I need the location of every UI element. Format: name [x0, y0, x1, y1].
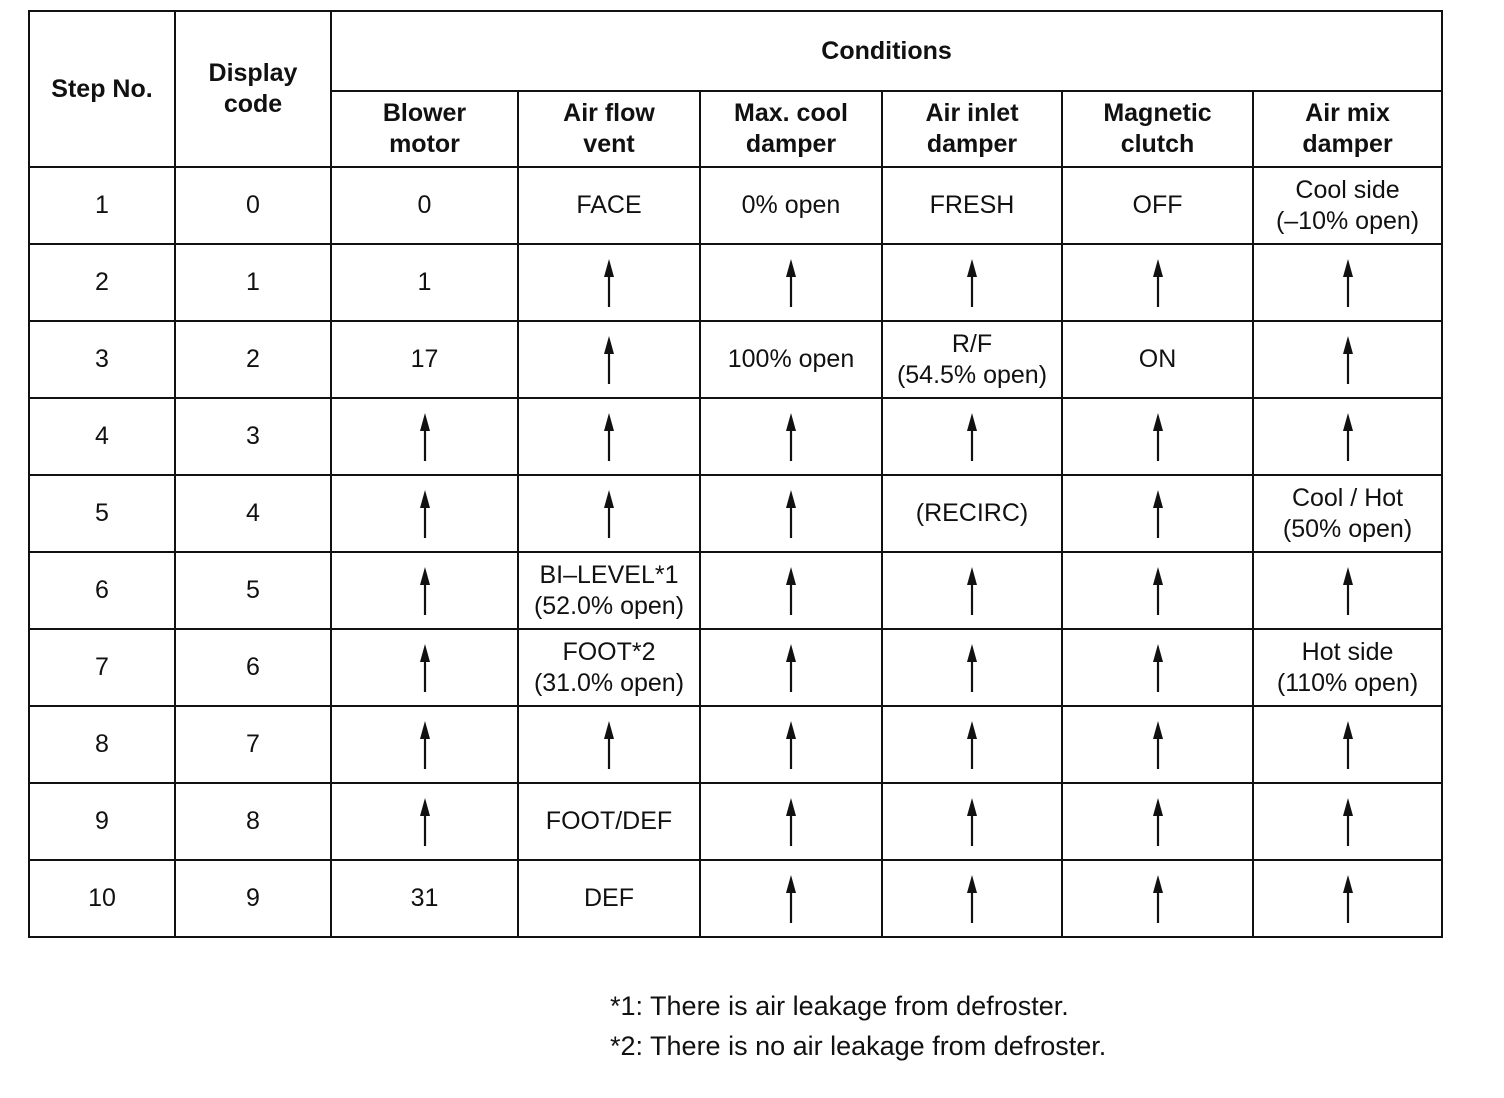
cell-magnetic-clutch — [1062, 475, 1253, 552]
cell-text: 6 — [246, 653, 260, 681]
header-display-code — [175, 11, 331, 167]
cell-step-no — [29, 398, 175, 475]
cell-text: 9 — [95, 807, 109, 835]
up-arrow-icon — [1338, 257, 1358, 309]
up-arrow-icon — [415, 719, 435, 771]
footnote-1: *1: There is air leakage from defroster. — [610, 991, 1069, 1021]
up-arrow-icon — [781, 642, 801, 694]
cell-blower-motor — [331, 706, 518, 783]
cell-text: FACE — [576, 191, 642, 219]
up-arrow-icon — [1148, 411, 1168, 463]
cell-text: OFF — [1132, 191, 1183, 219]
header-airmix-line1: Air mix — [1305, 99, 1390, 127]
up-arrow-icon — [599, 411, 619, 463]
up-arrow-icon — [1148, 873, 1168, 925]
up-arrow-icon — [781, 411, 801, 463]
up-arrow-icon — [599, 257, 619, 309]
cell-air-mix-damper — [1253, 398, 1442, 475]
cell-air-flow-vent — [518, 321, 700, 398]
cell-magnetic-clutch — [1062, 321, 1253, 398]
up-arrow-icon — [962, 565, 982, 617]
header-maxcool-line1: Max. cool — [734, 99, 848, 127]
header-display-code-line2: code — [223, 90, 283, 118]
cell-text: 100% open — [727, 345, 855, 373]
cell-step-no — [29, 244, 175, 321]
table-row — [29, 706, 1442, 783]
cell-air-inlet-damper — [882, 783, 1062, 860]
up-arrow-icon — [781, 796, 801, 848]
cell-max-cool-damper — [700, 783, 882, 860]
header-airmix-line2: damper — [1302, 130, 1393, 158]
up-arrow-icon — [1148, 488, 1168, 540]
up-arrow-icon — [415, 642, 435, 694]
table-row — [29, 552, 1442, 629]
cell-air-mix-damper — [1253, 552, 1442, 629]
cell-step-no — [29, 706, 175, 783]
up-arrow-icon — [599, 719, 619, 771]
header-airflow-line2: vent — [583, 130, 635, 158]
header-conditions: Conditions — [331, 11, 1442, 91]
footnote-2: *2: There is no air leakage from defroster. — [610, 1031, 1107, 1061]
cell-text: 2 — [95, 268, 109, 296]
cell-air-mix-damper — [1253, 629, 1442, 706]
cell-air-flow-vent — [518, 167, 700, 244]
cell-max-cool-damper — [700, 167, 882, 244]
cell-text: 1 — [95, 191, 109, 219]
cell-magnetic-clutch — [1062, 860, 1253, 937]
cell-text-line2: (50% open) — [1282, 514, 1413, 543]
cell-text-line2: (54.5% open) — [896, 360, 1048, 389]
up-arrow-icon — [962, 719, 982, 771]
cell-air-mix-damper — [1253, 706, 1442, 783]
cell-display-code — [175, 167, 331, 244]
table-row — [29, 475, 1442, 552]
cell-magnetic-clutch — [1062, 167, 1253, 244]
cell-text: 7 — [246, 730, 260, 758]
cell-text: 9 — [246, 884, 260, 912]
cell-text: 5 — [95, 499, 109, 527]
up-arrow-icon — [1148, 565, 1168, 617]
header-inlet-line1: Air inlet — [925, 99, 1019, 127]
cell-blower-motor — [331, 167, 518, 244]
cell-air-flow-vent — [518, 860, 700, 937]
cell-text: 0 — [417, 191, 432, 219]
cell-max-cool-damper — [700, 475, 882, 552]
up-arrow-icon — [781, 257, 801, 309]
cell-air-flow-vent — [518, 783, 700, 860]
up-arrow-icon — [962, 642, 982, 694]
cell-text-line2: (31.0% open) — [533, 668, 685, 697]
cell-text: 31 — [410, 884, 439, 912]
table-row — [29, 244, 1442, 321]
cell-max-cool-damper — [700, 706, 882, 783]
up-arrow-icon — [415, 796, 435, 848]
up-arrow-icon — [962, 796, 982, 848]
table-row — [29, 860, 1442, 937]
cell-text: 3 — [246, 422, 260, 450]
cell-text: 7 — [95, 653, 109, 681]
cell-air-mix-damper — [1253, 321, 1442, 398]
cell-text: Hot side — [1301, 637, 1394, 666]
cell-air-inlet-damper — [882, 629, 1062, 706]
cell-display-code — [175, 475, 331, 552]
footnotes — [610, 986, 1106, 1066]
cell-magnetic-clutch — [1062, 629, 1253, 706]
cell-blower-motor — [331, 321, 518, 398]
cell-step-no — [29, 860, 175, 937]
cell-text: (RECIRC) — [915, 499, 1029, 527]
up-arrow-icon — [415, 411, 435, 463]
table-body — [29, 167, 1442, 937]
conditions-table — [28, 10, 1443, 938]
cell-max-cool-damper — [700, 552, 882, 629]
up-arrow-icon — [781, 488, 801, 540]
cell-air-flow-vent — [518, 706, 700, 783]
cell-text: FOOT*2 — [562, 637, 656, 666]
cell-blower-motor — [331, 629, 518, 706]
cell-text: Cool / Hot — [1291, 483, 1404, 512]
cell-display-code — [175, 552, 331, 629]
up-arrow-icon — [415, 488, 435, 540]
up-arrow-icon — [1148, 257, 1168, 309]
cell-text: DEF — [584, 884, 634, 912]
up-arrow-icon — [599, 488, 619, 540]
cell-text: 5 — [246, 576, 260, 604]
cell-air-mix-damper — [1253, 167, 1442, 244]
cell-text: 3 — [95, 345, 109, 373]
cell-air-flow-vent — [518, 552, 700, 629]
up-arrow-icon — [1148, 719, 1168, 771]
cell-step-no — [29, 321, 175, 398]
cell-text: 0% open — [741, 191, 841, 219]
header-blower-line2: motor — [389, 130, 460, 158]
table-row — [29, 321, 1442, 398]
cell-text: 17 — [410, 345, 439, 373]
cell-air-inlet-damper — [882, 398, 1062, 475]
cell-blower-motor — [331, 860, 518, 937]
up-arrow-icon — [1338, 334, 1358, 386]
cell-max-cool-damper — [700, 860, 882, 937]
up-arrow-icon — [1338, 565, 1358, 617]
header-max-cool-damper — [700, 91, 882, 167]
cell-text: BI–LEVEL*1 — [539, 560, 679, 589]
cell-text-line2: (–10% open) — [1275, 206, 1420, 235]
cell-text: 4 — [246, 499, 260, 527]
cell-air-inlet-damper — [882, 321, 1062, 398]
up-arrow-icon — [599, 334, 619, 386]
cell-text: 2 — [246, 345, 260, 373]
cell-air-inlet-damper — [882, 167, 1062, 244]
header-maxcool-line2: damper — [745, 130, 837, 158]
cell-display-code — [175, 706, 331, 783]
cell-text: 8 — [246, 807, 260, 835]
cell-display-code — [175, 860, 331, 937]
cell-blower-motor — [331, 398, 518, 475]
cell-blower-motor — [331, 783, 518, 860]
header-blower-motor — [331, 91, 518, 167]
up-arrow-icon — [1338, 719, 1358, 771]
cell-magnetic-clutch — [1062, 552, 1253, 629]
cell-magnetic-clutch — [1062, 398, 1253, 475]
cell-air-flow-vent — [518, 398, 700, 475]
cell-text: 4 — [95, 422, 109, 450]
cell-air-mix-damper — [1253, 860, 1442, 937]
cell-magnetic-clutch — [1062, 244, 1253, 321]
cell-max-cool-damper — [700, 398, 882, 475]
header-inlet-line2: damper — [926, 130, 1018, 158]
table-row — [29, 783, 1442, 860]
cell-text: 6 — [95, 576, 109, 604]
up-arrow-icon — [1338, 873, 1358, 925]
cell-text: Cool side — [1295, 175, 1400, 204]
cell-air-flow-vent — [518, 244, 700, 321]
up-arrow-icon — [1148, 796, 1168, 848]
table-row — [29, 167, 1442, 244]
cell-text: R/F — [951, 329, 993, 358]
cell-step-no — [29, 783, 175, 860]
up-arrow-icon — [781, 873, 801, 925]
cell-air-mix-damper — [1253, 475, 1442, 552]
header-magnetic-clutch — [1062, 91, 1253, 167]
cell-text: ON — [1138, 345, 1177, 373]
cell-text: FOOT/DEF — [545, 807, 673, 835]
up-arrow-icon — [781, 565, 801, 617]
cell-text: 8 — [95, 730, 109, 758]
cell-air-flow-vent — [518, 475, 700, 552]
cell-max-cool-damper — [700, 244, 882, 321]
cell-text: 0 — [246, 191, 260, 219]
cell-text: 1 — [246, 268, 260, 296]
up-arrow-icon — [781, 719, 801, 771]
header-air-inlet-damper — [882, 91, 1062, 167]
cell-max-cool-damper — [700, 321, 882, 398]
cell-text: FRESH — [929, 191, 1015, 219]
cell-display-code — [175, 629, 331, 706]
cell-text: 1 — [417, 268, 432, 296]
up-arrow-icon — [1148, 642, 1168, 694]
cell-air-mix-damper — [1253, 783, 1442, 860]
header-display-code-line1: Display — [208, 59, 298, 87]
cell-blower-motor — [331, 244, 518, 321]
cell-display-code — [175, 321, 331, 398]
table-row — [29, 398, 1442, 475]
table-row — [29, 629, 1442, 706]
cell-magnetic-clutch — [1062, 706, 1253, 783]
up-arrow-icon — [962, 257, 982, 309]
cell-step-no — [29, 629, 175, 706]
cell-air-flow-vent — [518, 629, 700, 706]
cell-display-code — [175, 244, 331, 321]
header-blower-line1: Blower — [382, 99, 467, 127]
header-clutch-line2: clutch — [1120, 130, 1195, 158]
up-arrow-icon — [1338, 411, 1358, 463]
cell-text: 10 — [88, 884, 116, 912]
cell-display-code — [175, 783, 331, 860]
cell-step-no — [29, 475, 175, 552]
cell-air-inlet-damper — [882, 706, 1062, 783]
header-airflow-line1: Air flow — [563, 99, 655, 127]
cell-max-cool-damper — [700, 629, 882, 706]
cell-air-inlet-damper — [882, 475, 1062, 552]
cell-text-line2: (52.0% open) — [533, 591, 685, 620]
cell-air-mix-damper — [1253, 244, 1442, 321]
header-air-mix-damper — [1253, 91, 1442, 167]
cell-step-no — [29, 167, 175, 244]
header-clutch-line1: Magnetic — [1103, 99, 1212, 127]
cell-text-line2: (110% open) — [1276, 668, 1419, 697]
up-arrow-icon — [1338, 796, 1358, 848]
cell-blower-motor — [331, 552, 518, 629]
cell-air-inlet-damper — [882, 860, 1062, 937]
cell-magnetic-clutch — [1062, 783, 1253, 860]
header-air-flow-vent — [518, 91, 700, 167]
cell-air-inlet-damper — [882, 244, 1062, 321]
up-arrow-icon — [962, 873, 982, 925]
cell-air-inlet-damper — [882, 552, 1062, 629]
cell-display-code — [175, 398, 331, 475]
cell-step-no — [29, 552, 175, 629]
header-step-no: Step No. — [29, 11, 175, 167]
up-arrow-icon — [415, 565, 435, 617]
up-arrow-icon — [962, 411, 982, 463]
cell-blower-motor — [331, 475, 518, 552]
